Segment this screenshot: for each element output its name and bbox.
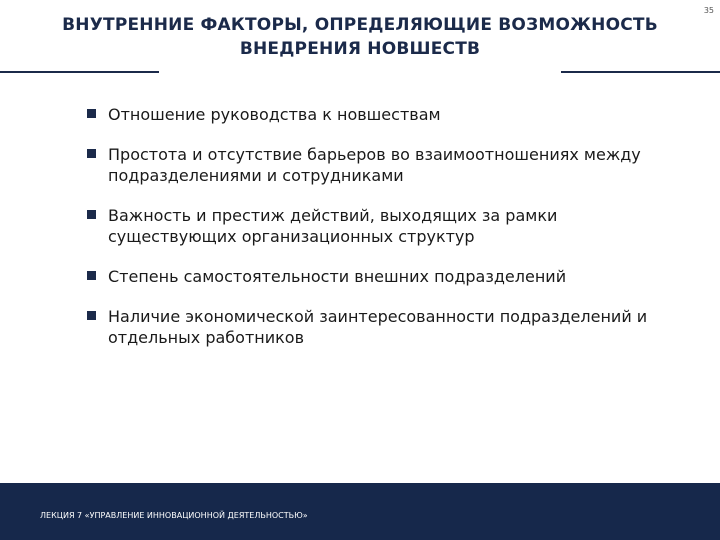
footer-lecture-title: ЛЕКЦИЯ 7 «УПРАВЛЕНИЕ ИННОВАЦИОННОЙ ДЕЯТЕЛЬНОСТЬЮ» [40,511,308,520]
bullet-list [84,104,684,367]
bullet-text: Важность и престиж действий, выходящих за рамки существующих организационных структур [108,206,558,246]
bullet-item [84,266,684,287]
bullet-item [84,205,684,247]
title-divider-right [561,71,720,73]
bullet-item [84,306,684,348]
title-divider-left [0,71,159,73]
square-bullet-icon [87,149,96,158]
slide-title-line-2: ВНЕДРЕНИЯ НОВШЕСТВ [239,39,481,59]
square-bullet-icon [87,271,96,280]
slide-title-line-1: ВНУТРЕННИЕ ФАКТОРЫ, ОПРЕДЕЛЯЮЩИЕ ВОЗМОЖНОСТЬ [62,15,658,35]
slide-title [0,13,720,61]
bullet-text: Отношение руководства к новшествам [108,105,441,124]
bullet-text: Степень самостоятельности внешних подразделений [108,267,567,286]
footer-bar [0,483,720,540]
square-bullet-icon [87,109,96,118]
square-bullet-icon [87,311,96,320]
bullet-item [84,144,684,186]
bullet-item [84,104,684,125]
bullet-text: Наличие экономической заинтересованности подразделений и отдельных работников [108,307,648,347]
bullet-text: Простота и отсутствие барьеров во взаимоотношениях между подразделениями и сотрудниками [108,145,641,185]
slide-number: 35 [703,6,714,15]
square-bullet-icon [87,210,96,219]
